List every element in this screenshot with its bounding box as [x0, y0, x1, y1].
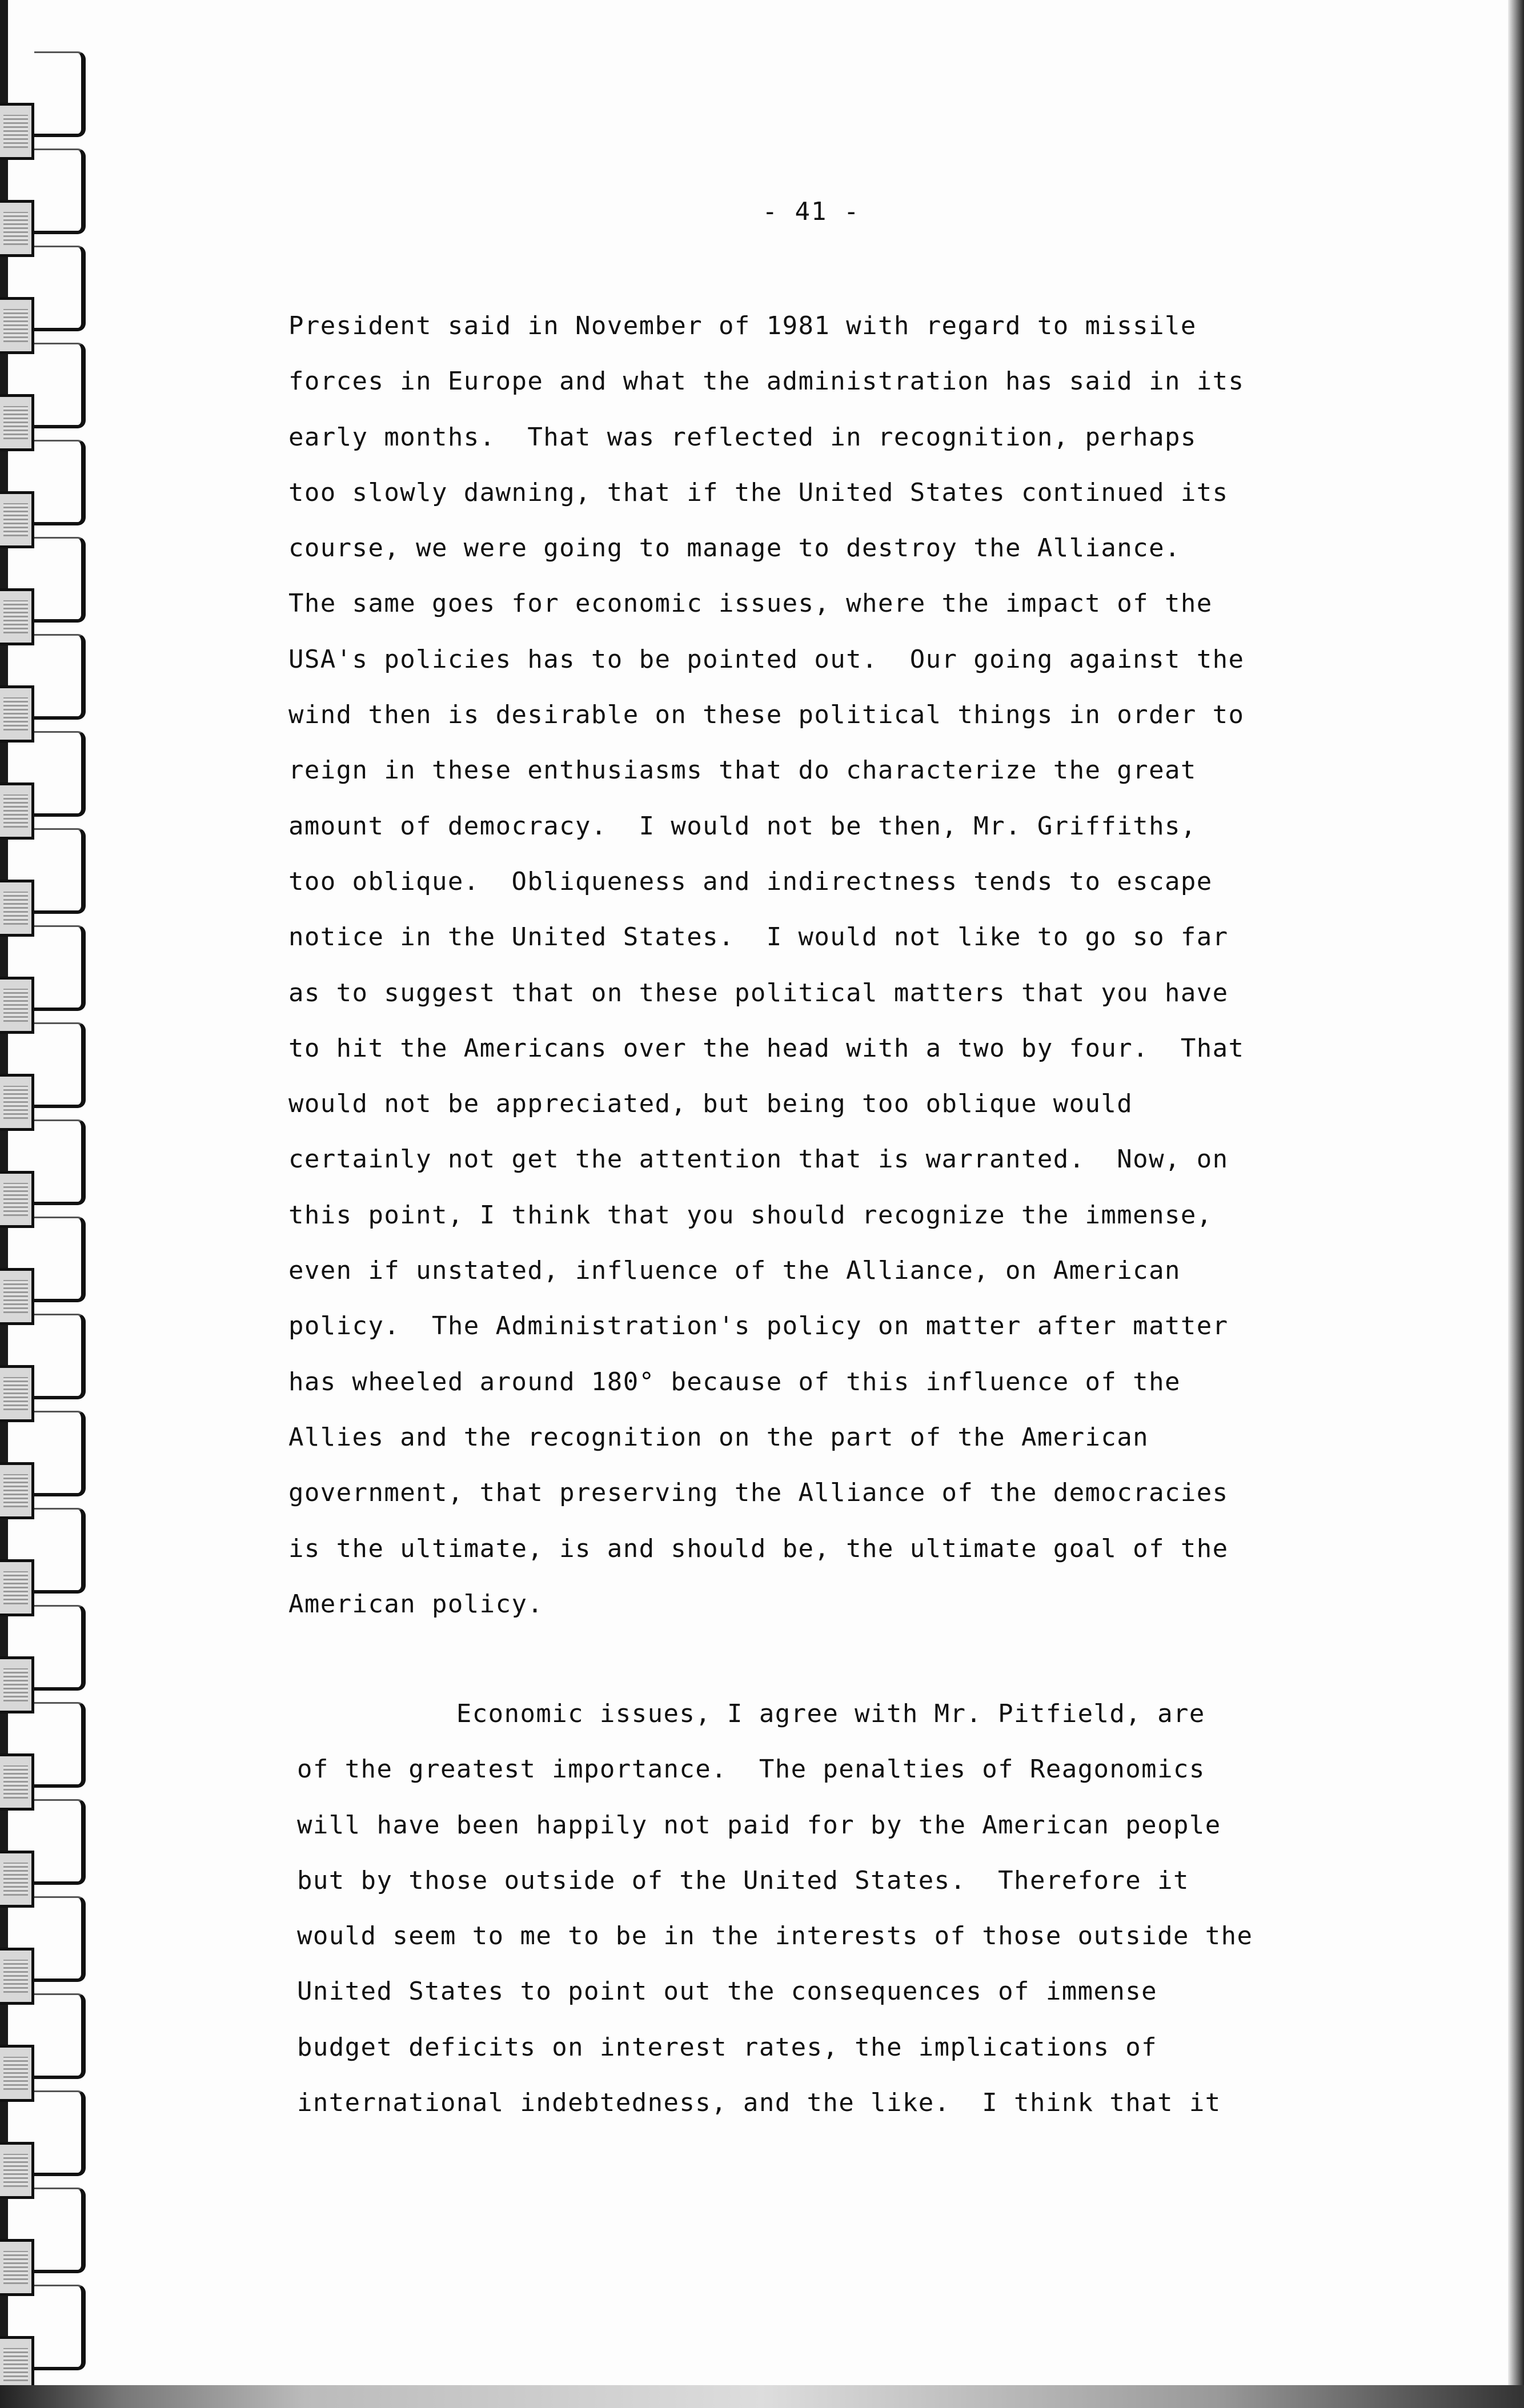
paragraph-1: [288, 298, 1374, 1632]
binding-ring: [34, 731, 86, 817]
text-line: notice in the United States. I would not like to go so far: [288, 922, 1229, 952]
binding-ring: [34, 1605, 86, 1691]
text-line: as to suggest that on these political matters that you have: [288, 978, 1229, 1008]
binding-hole: [0, 2336, 34, 2393]
text-line: to hit the Americans over the head with a two by four. That: [288, 1033, 1245, 1063]
binding-hole: [0, 491, 34, 548]
binding-ring: [34, 1799, 86, 1885]
text-line: policy. The Administration's policy on matter after matter: [288, 1311, 1229, 1341]
binding-ring: [34, 2090, 86, 2176]
text-line: certainly not get the attention that is warranted. Now, on: [288, 1145, 1229, 1174]
text-line: has wheeled around 180° because of this influence of the: [288, 1367, 1181, 1396]
binding-hole: [0, 1559, 34, 1616]
binding-ring: [34, 634, 86, 720]
text-line: President said in November of 1981 with regard to missile: [288, 311, 1197, 340]
text-line: budget deficits on interest rates, the implications of: [297, 2032, 1158, 2062]
binding-hole: [0, 394, 34, 451]
text-line: will have been happily not paid for by the American people: [297, 1810, 1221, 1840]
text-line: The same goes for economic issues, where the impact of the: [288, 589, 1213, 619]
binding-ring: [34, 1896, 86, 1982]
binding-ring: [34, 1217, 86, 1302]
binding-hole: [0, 1171, 34, 1228]
text-line: Economic issues, I agree with Mr. Pitfield, are: [297, 1699, 1205, 1728]
binding-hole: [0, 782, 34, 840]
page-number: - 41 -: [762, 197, 860, 226]
binding-hole: [0, 1268, 34, 1325]
text-line: USA's policies has to be pointed out. Our going against the: [288, 644, 1245, 674]
binding-hole: [0, 103, 34, 160]
page-right-edge: [1508, 0, 1524, 2408]
binding-ring: [34, 1022, 86, 1108]
binding-ring: [34, 1314, 86, 1399]
text-line: United States to point out the consequences of immense: [297, 1977, 1158, 2006]
page-bottom-edge: [0, 2385, 1524, 2408]
binding-hole: [0, 1462, 34, 1519]
binding-hole: [0, 2045, 34, 2102]
text-line: early months. That was reflected in recognition, perhaps: [288, 422, 1197, 452]
binding-ring: [34, 246, 86, 331]
binding-ring: [34, 537, 86, 623]
binding-hole: [0, 1074, 34, 1131]
text-line: is the ultimate, is and should be, the ultimate goal of the: [288, 1534, 1229, 1563]
text-line: American policy.: [288, 1589, 544, 1619]
binding-hole: [0, 1948, 34, 2005]
text-line: course, we were going to manage to destroy the Alliance.: [288, 533, 1181, 563]
binding-hole: [0, 1753, 34, 1811]
text-line: too slowly dawning, that if the United States continued its: [288, 477, 1229, 507]
text-line: would seem to me to be in the interests of those outside the: [297, 1921, 1253, 1951]
binding-ring: [34, 1702, 86, 1788]
paragraph-2: [297, 1686, 1382, 2130]
binding-ring: [34, 1508, 86, 1594]
text-line: wind then is desirable on these political things in order to: [288, 700, 1245, 730]
binding-ring: [34, 2285, 86, 2370]
binding-hole: [0, 977, 34, 1034]
binding-ring: [34, 2188, 86, 2273]
text-line: amount of democracy. I would not be then, Mr. Griffiths,: [288, 811, 1197, 841]
text-line: would not be appreciated, but being too oblique would: [288, 1089, 1133, 1119]
binding-hole: [0, 588, 34, 645]
binding-hole: [0, 2239, 34, 2296]
binding-hole: [0, 685, 34, 743]
text-line: even if unstated, influence of the Alliance, on American: [288, 1256, 1181, 1286]
text-line: this point, I think that you should recognize the immense,: [288, 1200, 1213, 1230]
binding-ring: [34, 343, 86, 428]
binding-ring: [34, 1119, 86, 1205]
binding-hole: [0, 1851, 34, 1908]
spiral-binding: [0, 0, 109, 2408]
text-line: forces in Europe and what the administration has said in its: [288, 367, 1245, 396]
binding-ring: [34, 1993, 86, 2079]
binding-hole: [0, 297, 34, 354]
text-line: reign in these enthusiasms that do characterize the great: [288, 756, 1197, 785]
text-line: international indebtedness, and the like. I think that it: [297, 2088, 1221, 2118]
text-line: but by those outside of the United States. Therefore it: [297, 1865, 1189, 1895]
binding-ring: [34, 1411, 86, 1496]
binding-ring: [34, 440, 86, 525]
binding-ring: [34, 828, 86, 914]
binding-hole: [0, 1365, 34, 1422]
text-line: government, that preserving the Alliance of the democracies: [288, 1478, 1229, 1508]
binding-ring: [34, 925, 86, 1011]
binding-hole: [0, 1656, 34, 1713]
binding-hole: [0, 2142, 34, 2199]
text-line: too oblique. Obliqueness and indirectness tends to escape: [288, 866, 1213, 896]
binding-ring: [34, 51, 86, 137]
text-line: Allies and the recognition on the part of the American: [288, 1422, 1149, 1452]
binding-hole: [0, 880, 34, 937]
text-line: of the greatest importance. The penalties of Reagonomics: [297, 1755, 1205, 1784]
